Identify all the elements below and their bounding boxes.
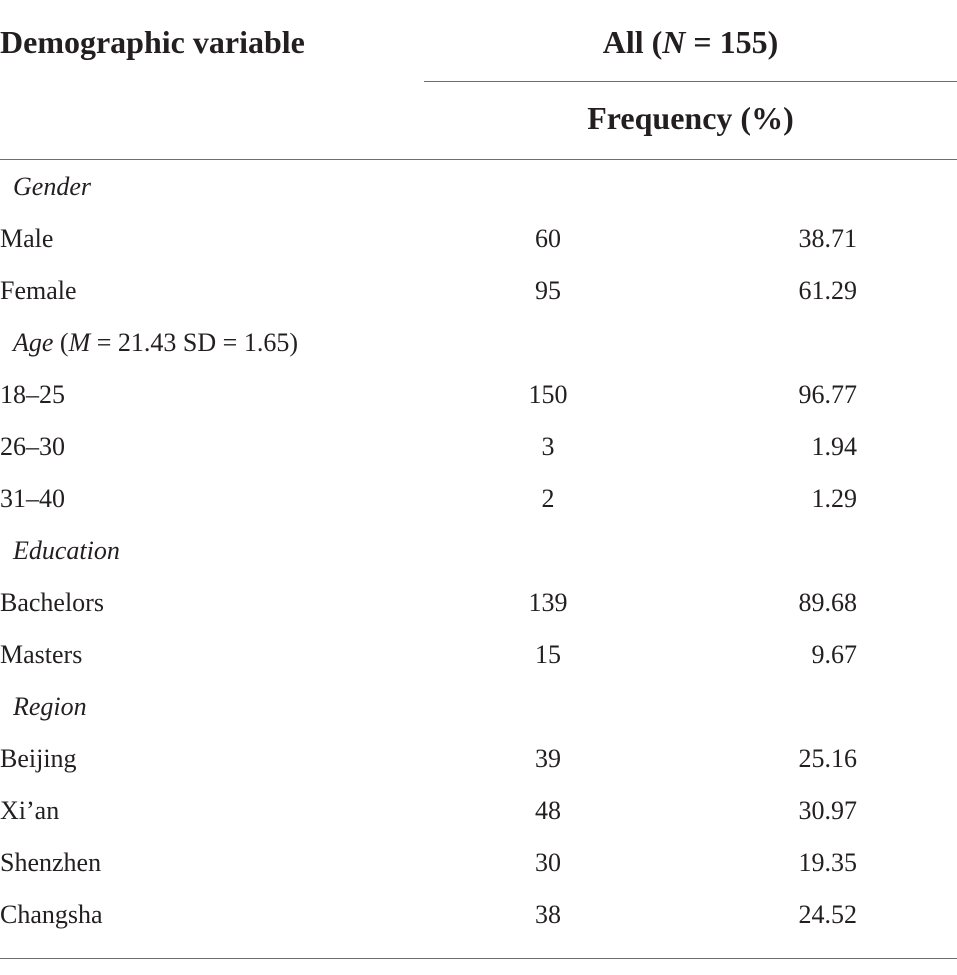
table-row bbox=[0, 419, 957, 471]
row-frequency: 95 bbox=[535, 276, 561, 305]
age-stat-open: ( bbox=[53, 328, 69, 357]
section-row-gender bbox=[0, 159, 957, 211]
row-frequency: 150 bbox=[528, 380, 568, 409]
row-percent: 9.67 bbox=[811, 640, 857, 669]
row-percent: 24.52 bbox=[798, 900, 857, 929]
row-percent: 1.94 bbox=[811, 432, 857, 461]
column-header-frequency: Frequency (%) bbox=[587, 100, 794, 136]
age-title: Age bbox=[13, 328, 54, 357]
row-percent: 30.97 bbox=[798, 796, 857, 825]
table-row bbox=[0, 575, 957, 627]
table-row bbox=[0, 783, 957, 835]
table-row bbox=[0, 263, 957, 315]
row-percent: 19.35 bbox=[798, 848, 857, 877]
row-frequency: 3 bbox=[541, 432, 555, 461]
row-frequency: 60 bbox=[535, 224, 561, 253]
section-row-education bbox=[0, 523, 957, 575]
header-subrule bbox=[424, 81, 957, 82]
row-percent: 96.77 bbox=[798, 380, 857, 409]
row-percent: 89.68 bbox=[798, 588, 857, 617]
column-header-all bbox=[424, 22, 957, 62]
table-row bbox=[0, 887, 957, 939]
column-header-demographic-variable: Demographic variable bbox=[0, 24, 305, 60]
section-row-age bbox=[0, 315, 957, 367]
row-frequency: 2 bbox=[541, 484, 555, 513]
row-label: Shenzhen bbox=[0, 848, 102, 877]
table-row bbox=[0, 471, 957, 523]
row-percent: 25.16 bbox=[798, 744, 857, 773]
row-label: 31–40 bbox=[0, 484, 65, 513]
all-label-prefix: All ( bbox=[602, 24, 663, 60]
section-title-age bbox=[13, 328, 298, 358]
row-frequency: 139 bbox=[528, 588, 568, 617]
section-title-region: Region bbox=[13, 692, 87, 721]
row-frequency: 30 bbox=[535, 848, 561, 877]
table-body bbox=[0, 159, 957, 939]
table-bottom-rule bbox=[0, 958, 957, 959]
row-frequency: 48 bbox=[535, 796, 561, 825]
section-row-region bbox=[0, 679, 957, 731]
age-stat-m: M bbox=[68, 328, 91, 357]
row-label: Masters bbox=[0, 640, 83, 669]
row-percent: 61.29 bbox=[798, 276, 857, 305]
age-stat-rest: = 21.43 SD = 1.65) bbox=[90, 328, 298, 357]
table-row bbox=[0, 835, 957, 887]
row-label: 18–25 bbox=[0, 380, 65, 409]
table-row bbox=[0, 731, 957, 783]
section-title-gender: Gender bbox=[13, 172, 91, 201]
row-frequency: 15 bbox=[535, 640, 561, 669]
row-frequency: 38 bbox=[535, 900, 561, 929]
row-label: Beijing bbox=[0, 744, 77, 773]
row-label: Changsha bbox=[0, 900, 103, 929]
row-label: Bachelors bbox=[0, 588, 104, 617]
row-label: 26–30 bbox=[0, 432, 65, 461]
row-label: Female bbox=[0, 276, 77, 305]
table-row bbox=[0, 367, 957, 419]
table-row bbox=[0, 627, 957, 679]
all-label-n: N bbox=[662, 24, 686, 60]
row-label: Xi’an bbox=[0, 796, 60, 825]
row-label: Male bbox=[0, 224, 54, 253]
row-frequency: 39 bbox=[535, 744, 561, 773]
section-title-education: Education bbox=[13, 536, 120, 565]
all-label-suffix: = 155) bbox=[685, 24, 779, 60]
row-percent: 1.29 bbox=[811, 484, 857, 513]
table-row bbox=[0, 211, 957, 263]
row-percent: 38.71 bbox=[798, 224, 857, 253]
